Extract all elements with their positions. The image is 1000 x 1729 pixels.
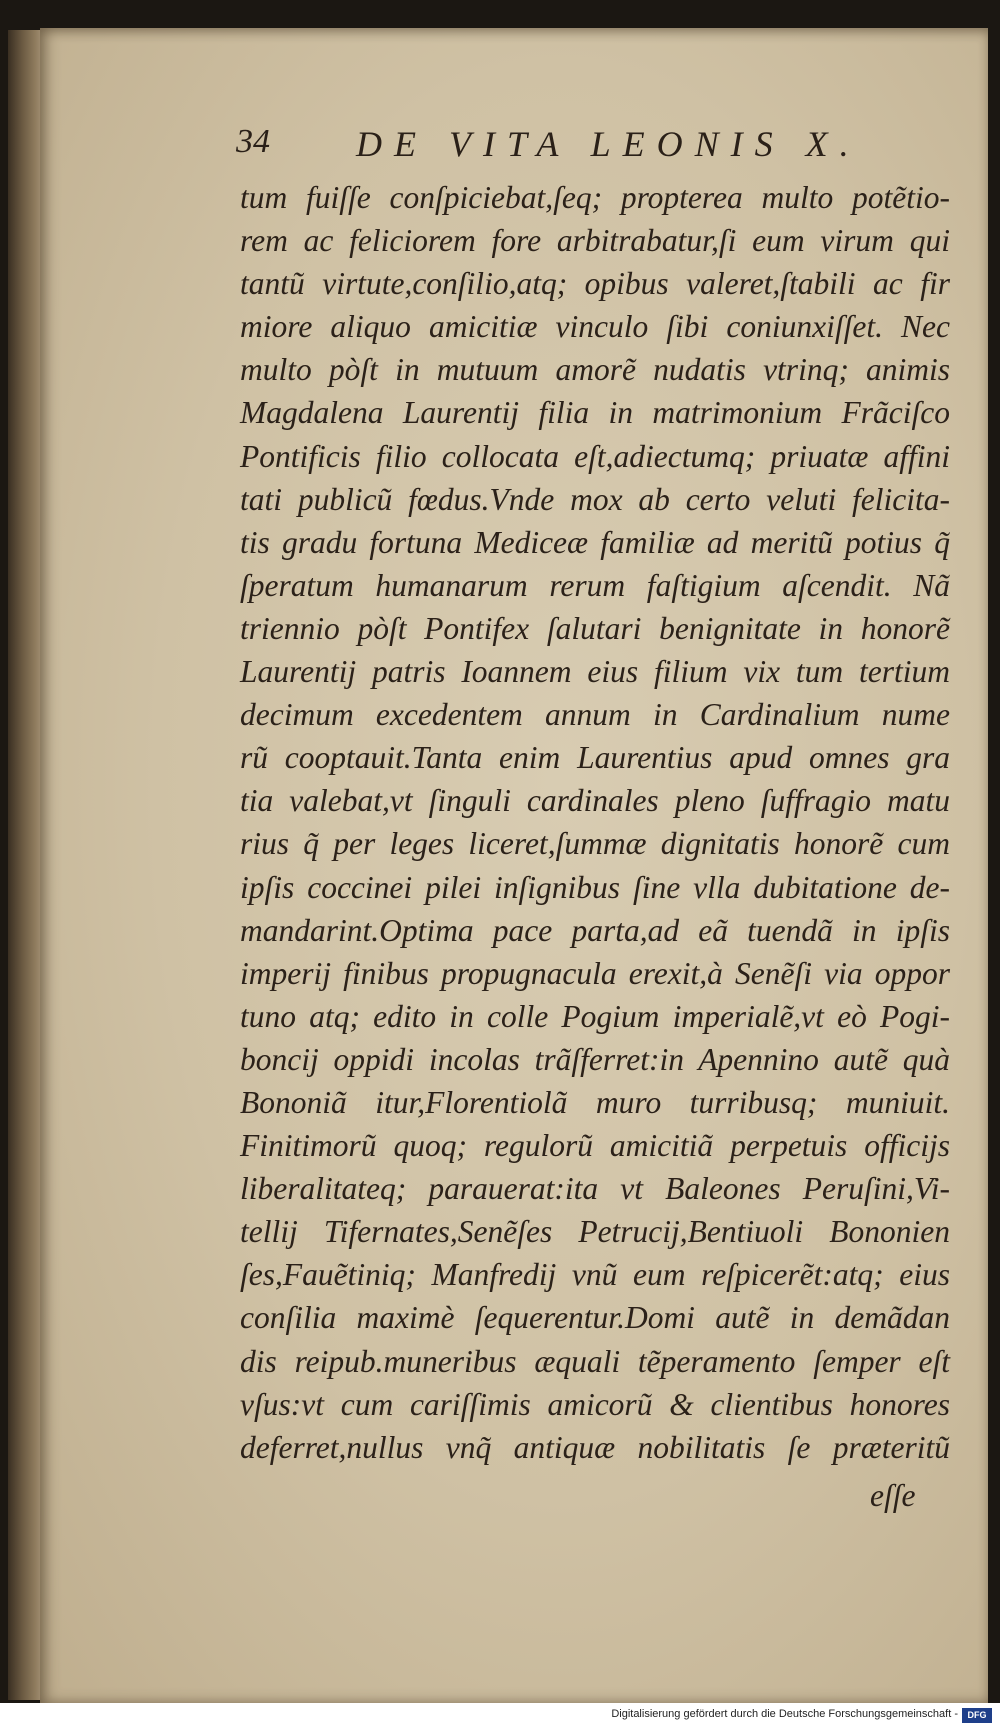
text-line: Bononiã itur,Florentiolã muro turribusq; muniuit.: [240, 1084, 950, 1120]
text-line: multo pòſt in mutuum amorẽ nudatis vtrinq; animis: [240, 352, 950, 388]
text-line: tuno atq; edito in colle Pogium imperialẽ,vt eò Pogi-: [240, 998, 950, 1034]
text-line: Magdalena Laurentij filia in matrimonium Frãciſco: [240, 395, 950, 431]
dfg-logo: DFG: [962, 1708, 992, 1723]
text-line: Pontificis filio collocata eſt,adiectumq; priuatæ affini: [240, 438, 950, 474]
page-number: 34: [236, 123, 270, 160]
text-line: tia valebat,vt ſinguli cardinales pleno ſuffragio matu: [240, 783, 950, 819]
text-line: ſes,Fauẽtiniq; Manfredij vnũ eum reſpicerẽt:atq; eius: [240, 1257, 950, 1293]
catchword: eſſe: [870, 1478, 916, 1513]
text-line: tellij Tifernates,Senẽſes Petrucij,Bentiuoli Bononien: [240, 1214, 950, 1250]
digitization-footer: [0, 1703, 1000, 1729]
text-line: deferret,nullus vnq̃ antiquæ nobilitatis ſe præteritũ: [240, 1429, 950, 1465]
page-header: [0, 123, 1000, 163]
text-line: tis gradu fortuna Mediceæ familiæ ad meritũ potius q̃: [240, 524, 950, 560]
text-line: imperij finibus propugnacula erexit,à Senẽſi via oppor: [240, 955, 950, 991]
text-line: rũ cooptauit.Tanta enim Laurentius apud omnes gra: [240, 740, 950, 776]
text-line: ſperatum humanarum rerum faſtigium aſcendit. Nã: [240, 567, 950, 603]
body-text: [240, 176, 950, 1469]
text-line: decimum excedentem annum in Cardinalium nume: [240, 697, 950, 733]
text-line: dis reipub.muneribus æquali tẽperamento ſemper eſt: [240, 1343, 950, 1379]
text-line: triennio pòſt Pontifex ſalutari benignitate in honorẽ: [240, 610, 950, 646]
running-title: DE VITA LEONIS X.: [356, 124, 861, 164]
text-line: rius q̃ per leges liceret,ſummæ dignitatis honorẽ cum: [240, 826, 950, 862]
text-line: vſus:vt cum cariſſimis amicorũ & clientibus honores: [240, 1386, 950, 1422]
text-line: ipſis coccinei pilei inſignibus ſine vlla dubitatione de-: [240, 869, 950, 905]
text-line: miore aliquo amicitiæ vinculo ſibi coniunxiſſet. Nec: [240, 309, 950, 345]
text-line: boncij oppidi incolas trãſferret:in Apennino autẽ quà: [240, 1041, 950, 1077]
text-line: tum fuiſſe conſpiciebat,ſeq; propterea multo potẽtio-: [240, 180, 950, 215]
text-line: rem ac feliciorem fore arbitrabatur,ſi eum virum qui: [240, 223, 950, 259]
funding-credit: Digitalisierung gefördert durch die Deutsche Forschungsgemeinschaft -: [611, 1708, 958, 1720]
text-line: tantũ virtute,conſilio,atq; opibus valeret,ſtabili ac fir: [240, 266, 950, 302]
text-line: conſilia maximè ſequerentur.Domi autẽ in demãdan: [240, 1300, 950, 1336]
text-line: tati publicũ fœdus.Vnde mox ab certo veluti felicita-: [240, 481, 950, 517]
text-line: mandarint.Optima pace parta,ad eã tuendã in ipſis: [240, 912, 950, 948]
text-line: Finitimorũ quoq; regulorũ amicitiã perpetuis officijs: [240, 1128, 950, 1164]
text-line: liberalitateq; parauerat:ita vt Baleones Peruſini,Vi-: [240, 1171, 950, 1207]
text-line: Laurentij patris Ioannem eius filium vix tum tertium: [240, 654, 950, 690]
book-page-stack-edge: [8, 30, 44, 1700]
